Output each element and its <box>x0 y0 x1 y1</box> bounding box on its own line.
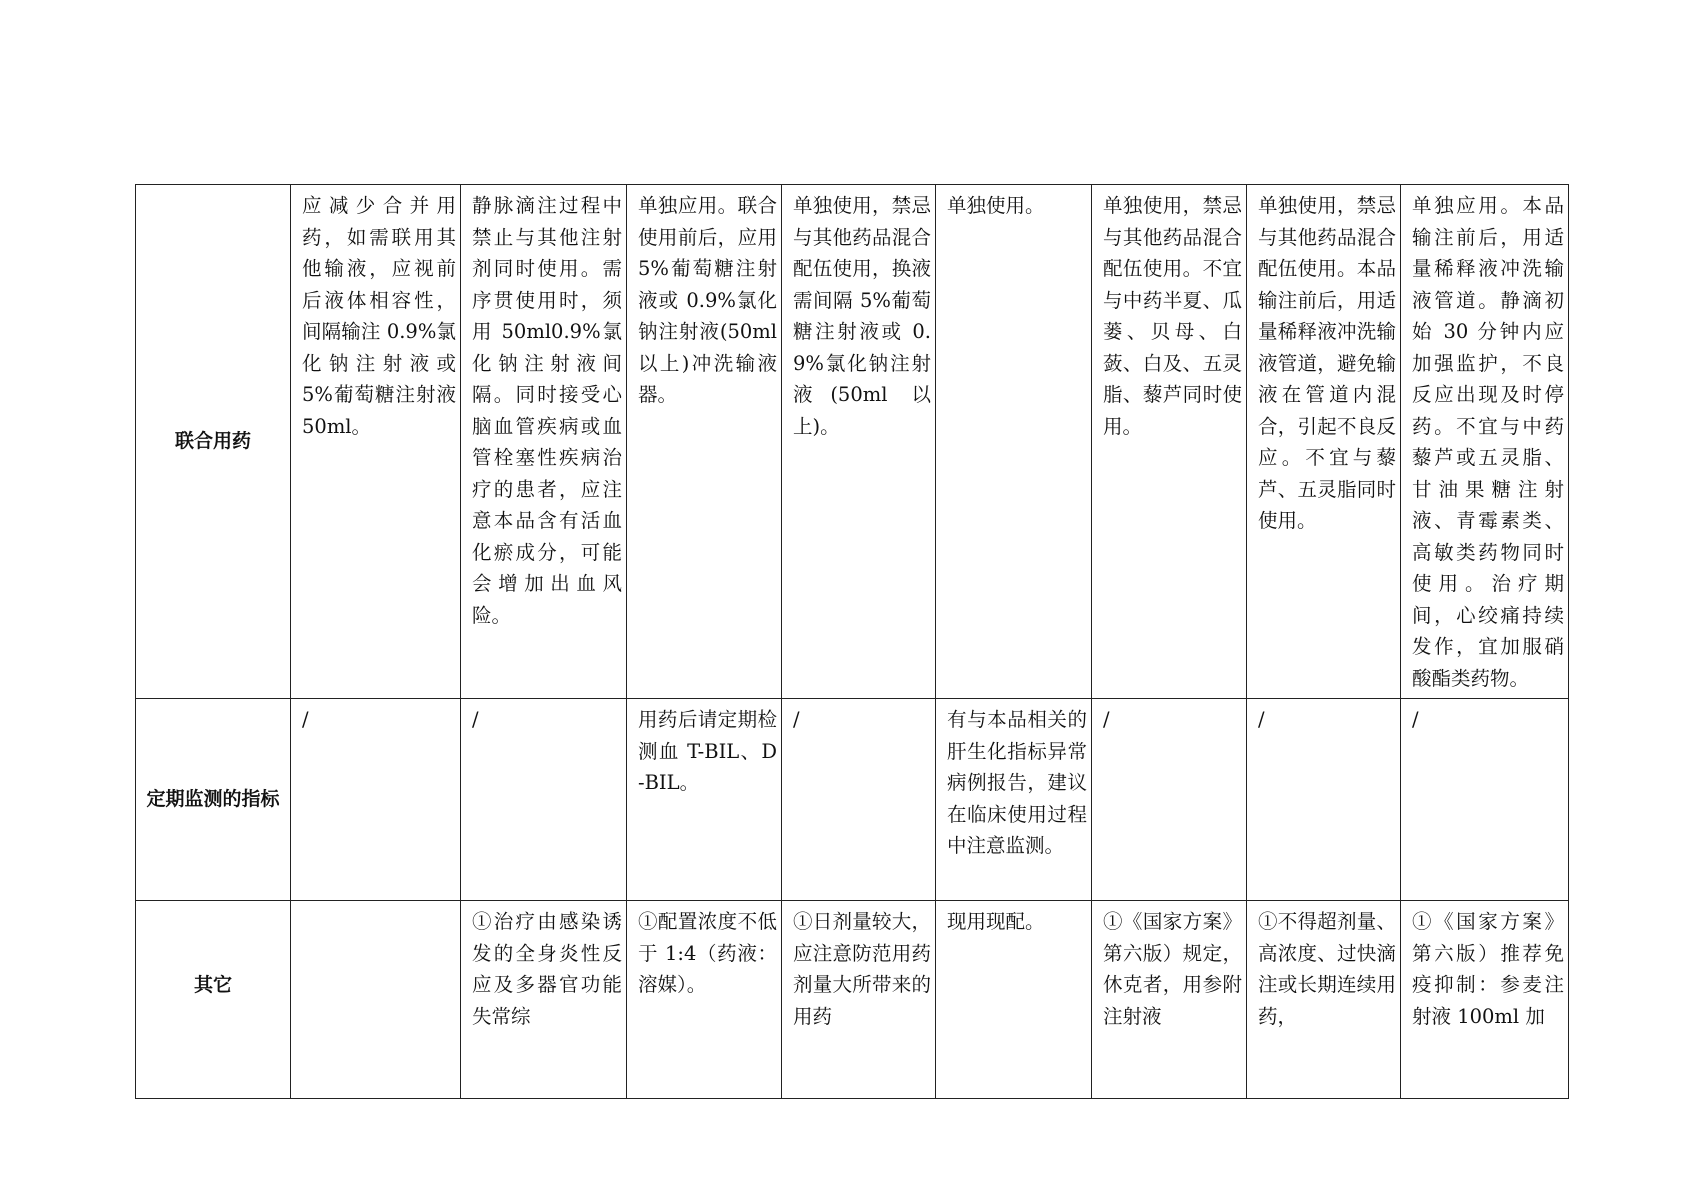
cell-text: ①治疗由感染诱发的全身炎性反应及多器官功能失常综 <box>472 910 622 1028</box>
table-cell <box>1401 901 1569 1099</box>
cell-text: ①配置浓度不低于 1:4（药液：溶媒）。 <box>638 910 777 996</box>
table-cell <box>1092 901 1247 1099</box>
cell-text: 单独应用。本品输注前后，用适量稀释液冲洗输液管道。静滴初始 30 分钟内应加强监护，不良反应出现及时停药。不宜与中药藜芦或五灵脂、甘油果糖注射液、青霉素类、高敏类药物同时使用。治疗期间，心绞痛持续发作，宜加服硝酸酯类药物。 <box>1412 194 1564 690</box>
table-cell <box>936 901 1092 1099</box>
cell-text: 单独应用。联合使用前后，应用 5%葡萄糖注射液或 0.9%氯化钠注射液(50ml 以上)冲洗输液器。 <box>638 194 777 406</box>
table-cell <box>627 185 782 699</box>
table-cell <box>461 699 627 901</box>
table-row-combination <box>136 185 1569 699</box>
table-cell <box>1247 185 1401 699</box>
cell-text: 单独使用，禁忌与其他药品混合配伍使用，换液需间隔 5%葡萄糖注射液或 0.9%氯化钠注射液(50ml 以上)。 <box>793 194 931 438</box>
cell-text: ①《国家方案》第六版）规定，休克者，用参附注射液 <box>1103 910 1242 1028</box>
cell-text: ①不得超剂量、高浓度、过快滴注或长期连续用药， <box>1258 910 1396 1028</box>
cell-text: 用药后请定期检测血 T-BIL、D-BIL。 <box>638 708 777 794</box>
cell-text: 应减少合并用药，如需联用其他输液，应视前后液体相容性，间隔输注 0.9%氯化钠注射液或 5%葡萄糖注射液 50ml。 <box>302 194 456 438</box>
cell-text: / <box>302 708 309 731</box>
table-cell <box>461 185 627 699</box>
cell-text: 单独使用，禁忌与其他药品混合配伍使用。不宜与中药半夏、瓜蒌、贝母、白蔹、白及、五灵脂、藜芦同时使用。 <box>1103 194 1242 438</box>
cell-text: ①《国家方案》第六版）推荐免疫抑制：参麦注射液 100ml 加 <box>1412 910 1564 1028</box>
cell-text: ①日剂量较大，应注意防范用药剂量大所带来的用药 <box>793 910 931 1028</box>
cell-text: 静脉滴注过程中禁止与其他注射剂同时使用。需序贯使用时，须用 50ml0.9%氯化钠注射液间隔。同时接受心脑血管疾病或血管栓塞性疾病治疗的患者，应注意本品含有活血化瘀成分，可能会增加出血风险。 <box>472 194 622 627</box>
table-cell <box>291 185 461 699</box>
table-cell <box>1247 699 1401 901</box>
cell-text: / <box>472 708 479 731</box>
table-cell <box>936 699 1092 901</box>
row-label-monitoring: 定期监测的指标 <box>136 699 291 901</box>
table-cell <box>291 699 461 901</box>
table-cell <box>1401 185 1569 699</box>
table-cell <box>936 185 1092 699</box>
table-row-other <box>136 901 1569 1099</box>
table-cell <box>461 901 627 1099</box>
cell-text: 现用现配。 <box>947 910 1045 933</box>
table-cell <box>1092 185 1247 699</box>
table-row-monitoring <box>136 699 1569 901</box>
table-cell <box>1401 699 1569 901</box>
cell-text: / <box>1412 708 1419 731</box>
table-cell <box>782 185 936 699</box>
cell-text: / <box>793 708 800 731</box>
cell-text: / <box>1103 708 1110 731</box>
cell-text: 有与本品相关的肝生化指标异常病例报告，建议在临床使用过程中注意监测。 <box>947 708 1087 857</box>
table-cell <box>782 901 936 1099</box>
table-cell <box>1092 699 1247 901</box>
table-cell <box>627 699 782 901</box>
table-cell <box>291 901 461 1099</box>
drug-info-table <box>135 184 1569 1099</box>
cell-text: / <box>1258 708 1265 731</box>
row-label-other: 其它 <box>136 901 291 1099</box>
table-cell <box>1247 901 1401 1099</box>
table-cell <box>782 699 936 901</box>
row-label-combination: 联合用药 <box>136 185 291 699</box>
table-cell <box>627 901 782 1099</box>
cell-text: 单独使用，禁忌与其他药品混合配伍使用。本品输注前后，用适量稀释液冲洗输液管道，避免输液在管道内混合，引起不良反应。不宜与藜芦、五灵脂同时使用。 <box>1258 194 1396 532</box>
cell-text: 单独使用。 <box>947 194 1045 217</box>
